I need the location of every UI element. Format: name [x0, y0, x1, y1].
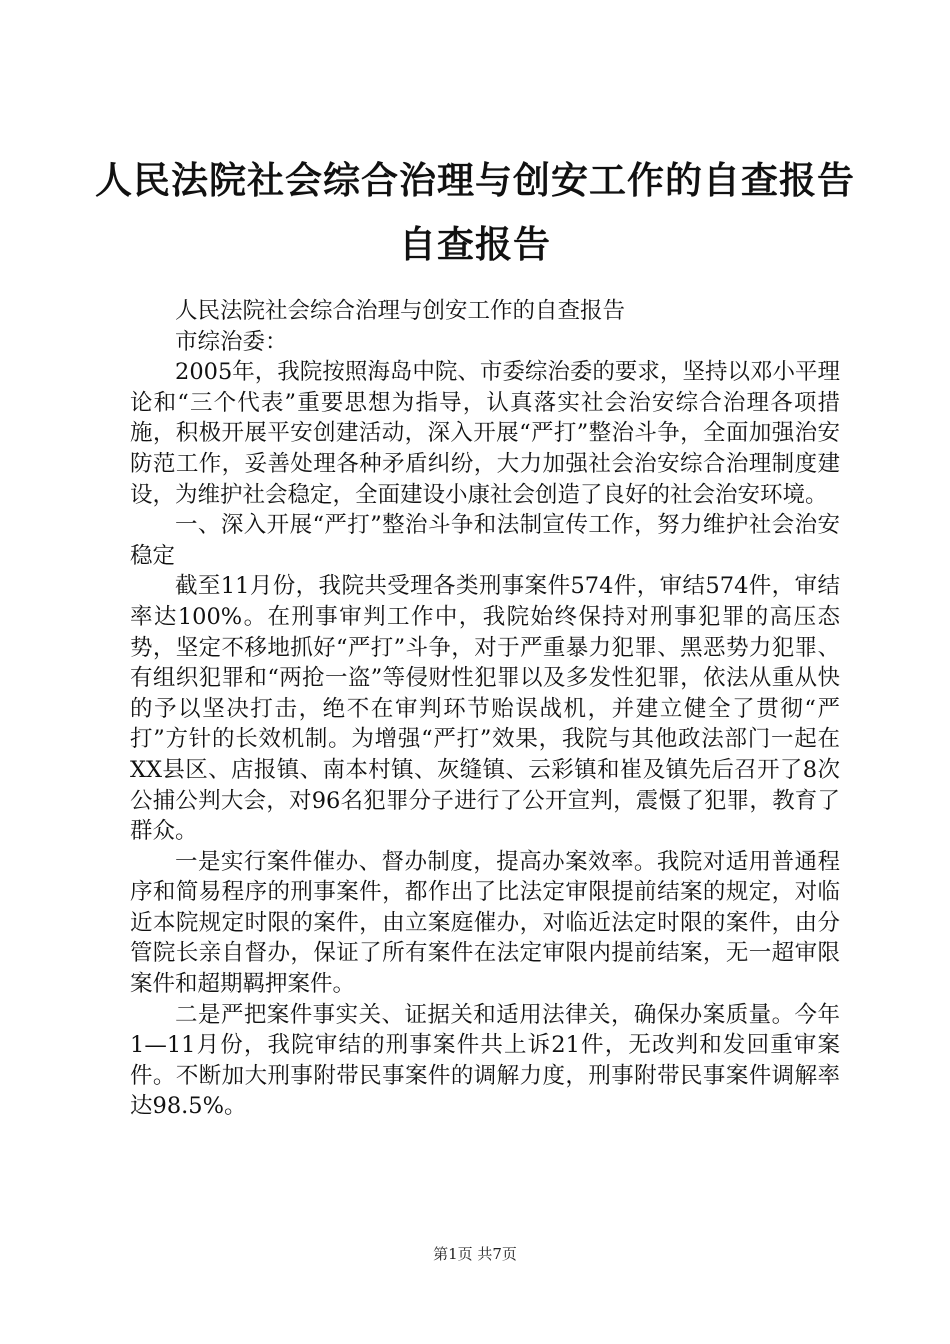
document-body — [130, 296, 840, 1122]
body-paragraph: 一是实行案件催办、督办制度，提高办案效率。我院对适用普通程序和简易程序的刑事案件，都作出了比法定审限提前结案的规定，对临近本院规定时限的案件，由立案庭催办，对临近法定时限的案件，由分管院长亲自督办，保证了所有案件在法定审限内提前结案，无一超审限案件和超期羁押案件。 — [130, 848, 840, 998]
intro-paragraph: 2005年，我院按照海岛中院、市委综治委的要求，坚持以邓小平理论和“三个代表”重要思想为指导，认真落实社会治安综合治理各项措施，积极开展平安创建活动，深入开展“严打”整治斗争，全面加强治安防范工作，妥善处理各种矛盾纠纷，大力加强社会治安综合治理制度建设，为维护社会稳定，全面建设小康社会创造了良好的社会治安环境。 — [130, 359, 840, 508]
body-paragraph: 二是严把案件事实关、证据关和适用法律关，确保办案质量。今年1—11月份，我院审结的刑事案件共上诉21件，无改判和发回重审案件。不断加大刑事附带民事案件的调解力度，刑事附带民事案件调解率达98.5%。 — [130, 1001, 840, 1120]
section-heading-paragraph: 一、深入开展“严打”整治斗争和法制宣传工作，努力维护社会治安稳定 — [130, 512, 840, 569]
document-subtitle: 自查报告 — [399, 222, 551, 266]
document-title: 人民法院社会综合治理与创安工作的自查报告 — [95, 158, 855, 202]
body-heading-paragraph: 人民法院社会综合治理与创安工作的自查报告 — [175, 298, 626, 324]
salutation-paragraph: 市综治委： — [175, 328, 288, 355]
body-paragraph: 截至11月份，我院共受理各类刑事案件574件，审结574件，审结率达100%。在刑事审判工作中，我院始终保持对刑事犯罪的高压态势，坚定不移地抓好“严打”斗争，对于严重暴力犯罪、黑恶势力犯罪、有组织犯罪和“两抢一盗”等侵财性犯罪以及多发性犯罪，依法从重从快的予以坚决打击，绝不在审判环节贻误战机，并建立健全了贯彻“严打”方针的长效机制。为增强“严打”效果，我院与其他政法部门一起在XX县区、店报镇、南本村镇、灰缝镇、云彩镇和崔及镇先后召开了8次公捕公判大会，对96名犯罪分子进行了公开宣判，震慑了犯罪，教育了群众。 — [130, 573, 840, 845]
page-number-footer: 第1页 共7页 — [433, 1245, 517, 1263]
